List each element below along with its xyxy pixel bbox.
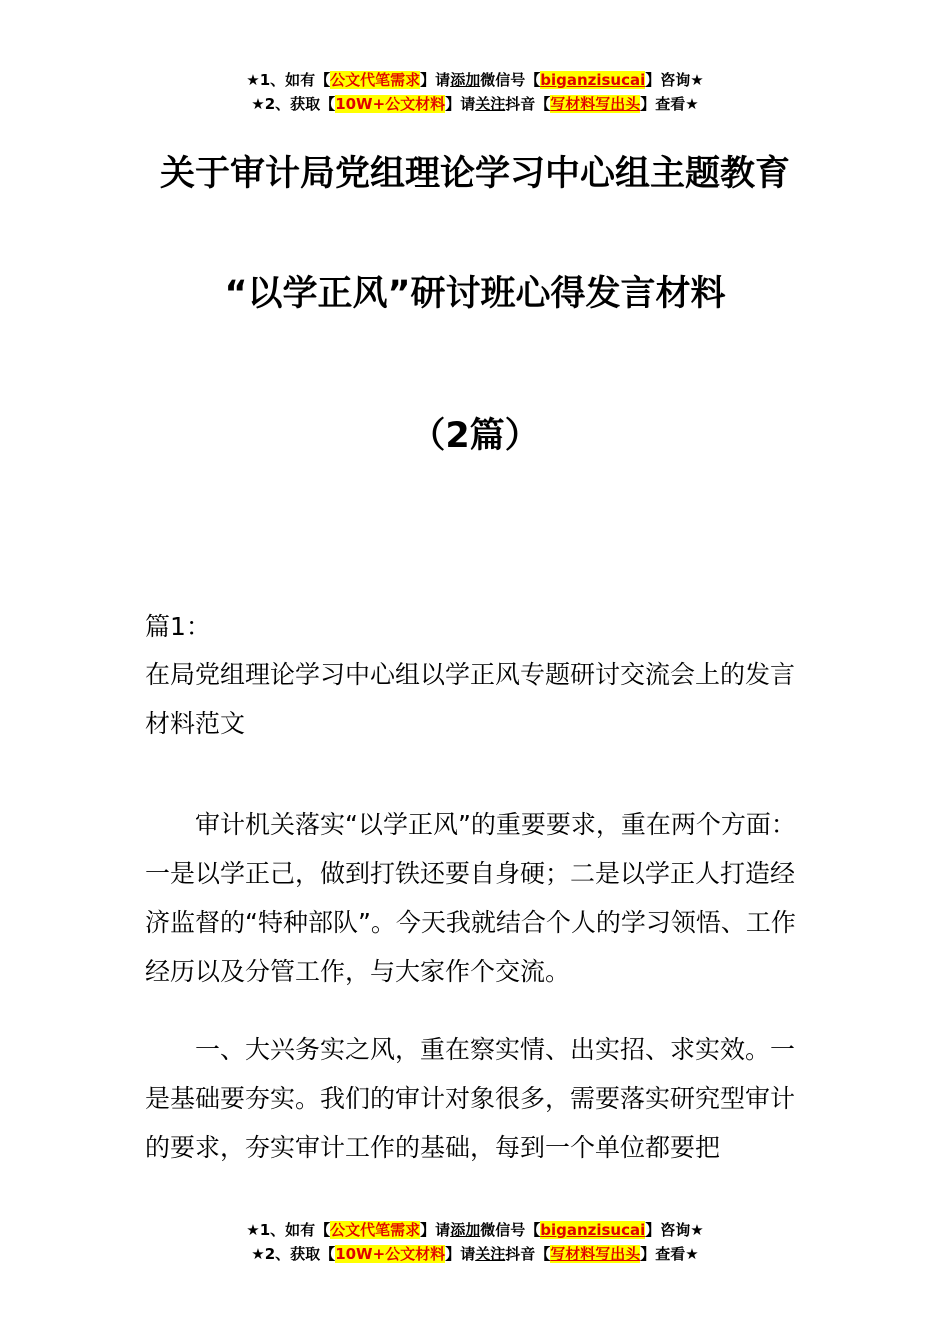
banner-text: 】查看★ bbox=[640, 95, 699, 113]
banner-douyin-id: 写材料写出头 bbox=[550, 1245, 641, 1263]
banner-text: ★2、获取【 bbox=[251, 95, 336, 113]
banner-line-2 bbox=[0, 1242, 950, 1266]
banner-underline: 关注 bbox=[475, 95, 506, 113]
banner-wechat-id: biganzisucai bbox=[540, 1221, 646, 1239]
banner-text: ★1、如有【 bbox=[246, 1221, 331, 1239]
banner-text: 】咨询★ bbox=[645, 1221, 704, 1239]
section-subtitle: 在局党组理论学习中心组以学正风专题研讨交流会上的发言材料范文 bbox=[145, 660, 796, 738]
banner-wechat-id: biganzisucai bbox=[540, 71, 646, 89]
banner-text: 抖音【 bbox=[505, 1245, 551, 1263]
banner-text: 】请 bbox=[420, 1221, 451, 1239]
banner-underline: 添加 bbox=[450, 71, 481, 89]
document-title-line-2: “以学正风”研讨班心得发言材料 bbox=[224, 274, 726, 314]
document-title-count: （2篇） bbox=[410, 416, 540, 456]
banner-text: 抖音【 bbox=[505, 95, 551, 113]
banner-highlight: 公文代笔需求 bbox=[330, 71, 421, 89]
section-label: 篇1： bbox=[145, 612, 211, 641]
banner-line-1 bbox=[0, 68, 950, 92]
banner-highlight: 10W+公文材料 bbox=[335, 1245, 446, 1263]
banner-underline: 关注 bbox=[475, 1245, 506, 1263]
banner-text: 】请 bbox=[445, 1245, 476, 1263]
banner-text: 微信号【 bbox=[480, 1221, 541, 1239]
banner-text: ★2、获取【 bbox=[251, 1245, 336, 1263]
paragraph-intro: 审计机关落实“以学正风”的重要要求，重在两个方面：一是以学正己，做到打铁还要自身硬；二是以学正人打造经济监督的“特种部队”。今天我就结合个人的学习领悟、工作经历以及分管工作，与大家作个交流。 bbox=[145, 810, 796, 986]
banner-line-1 bbox=[0, 1218, 950, 1242]
document-title-line-1: 关于审计局党组理论学习中心组主题教育 bbox=[159, 154, 790, 194]
banner-highlight: 公文代笔需求 bbox=[330, 1221, 421, 1239]
header-banner bbox=[0, 68, 950, 116]
banner-text: 】请 bbox=[445, 95, 476, 113]
banner-highlight: 10W+公文材料 bbox=[335, 95, 446, 113]
banner-line-2 bbox=[0, 92, 950, 116]
banner-text: 】请 bbox=[420, 71, 451, 89]
banner-text: 微信号【 bbox=[480, 71, 541, 89]
banner-text: 】查看★ bbox=[640, 1245, 699, 1263]
footer-banner bbox=[0, 1218, 950, 1266]
paragraph-point-one: 一、大兴务实之风，重在察实情、出实招、求实效。一是基础要夯实。我们的审计对象很多，需要落实研究型审计的要求，夯实审计工作的基础，每到一个单位都要把 bbox=[145, 1035, 796, 1162]
banner-underline: 添加 bbox=[450, 1221, 481, 1239]
banner-douyin-id: 写材料写出头 bbox=[550, 95, 641, 113]
banner-text: ★1、如有【 bbox=[246, 71, 331, 89]
banner-text: 】咨询★ bbox=[645, 71, 704, 89]
